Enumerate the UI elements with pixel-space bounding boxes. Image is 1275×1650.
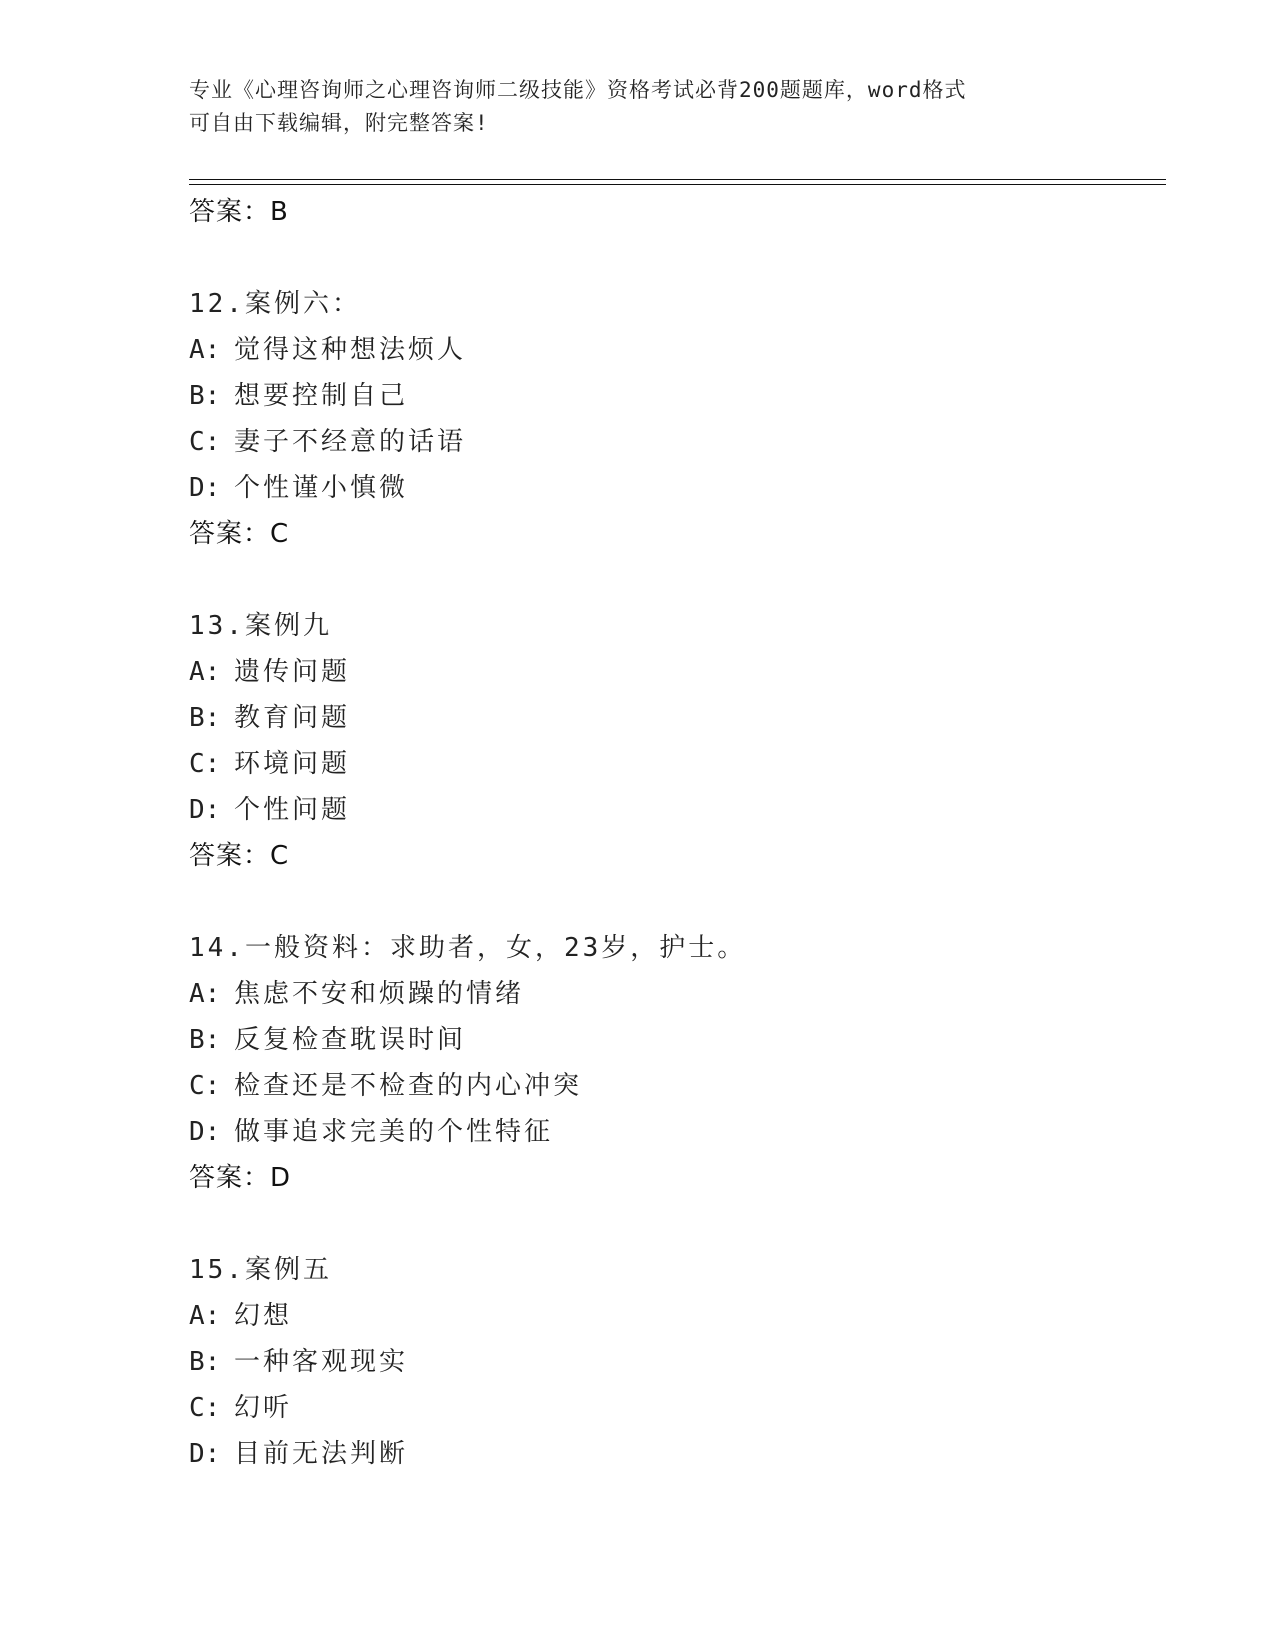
option-b — [189, 373, 1149, 419]
option-text: 目前无法判断 — [234, 1439, 409, 1469]
header-line-2: 可自由下载编辑，附完整答案! — [189, 111, 489, 135]
option-text: 想要控制自己 — [234, 381, 409, 411]
option-text: 检查还是不检查的内心冲突 — [234, 1071, 583, 1101]
option-letter: B: — [189, 381, 221, 411]
option-a — [189, 971, 1149, 1017]
question-14 — [189, 925, 1149, 1201]
option-a — [189, 649, 1149, 695]
option-text: 觉得这种想法烦人 — [234, 335, 467, 365]
question-15 — [189, 1247, 1149, 1477]
question-12 — [189, 281, 1149, 557]
question-answer: 答案：C — [189, 841, 290, 871]
option-letter: D: — [189, 473, 221, 503]
option-text: 妻子不经意的话语 — [234, 427, 467, 457]
option-c — [189, 1063, 1149, 1109]
question-title: 12.案例六： — [189, 289, 361, 319]
option-text: 遗传问题 — [234, 657, 351, 687]
question-answer: 答案：C — [189, 519, 290, 549]
previous-answer: 答案：B — [189, 197, 289, 227]
option-a — [189, 1293, 1149, 1339]
question-list — [189, 189, 1149, 1477]
option-text: 反复检查耽误时间 — [234, 1025, 467, 1055]
option-c — [189, 741, 1149, 787]
option-text: 个性谨小慎微 — [234, 473, 409, 503]
option-letter: D: — [189, 795, 221, 825]
question-title: 15.案例五 — [189, 1255, 332, 1285]
option-a — [189, 327, 1149, 373]
option-letter: D: — [189, 1117, 221, 1147]
option-letter: A: — [189, 1301, 221, 1331]
option-letter: C: — [189, 1393, 221, 1423]
option-d — [189, 1431, 1149, 1477]
option-text: 幻想 — [234, 1301, 293, 1331]
option-text: 做事追求完美的个性特征 — [234, 1117, 554, 1147]
option-text: 个性问题 — [234, 795, 351, 825]
question-answer: 答案：D — [189, 1163, 292, 1193]
option-d — [189, 787, 1149, 833]
question-title: 14.一般资料：求助者，女，23岁，护士。 — [189, 933, 747, 963]
option-letter: D: — [189, 1439, 221, 1469]
option-letter: C: — [189, 1071, 221, 1101]
header-line-1: 专业《心理咨询师之心理咨询师二级技能》资格考试必背200题题库，word格式 — [189, 78, 967, 102]
header-divider-bottom — [189, 184, 1166, 185]
option-letter: B: — [189, 1025, 221, 1055]
option-b — [189, 1017, 1149, 1063]
option-letter: A: — [189, 335, 221, 365]
option-text: 环境问题 — [234, 749, 351, 779]
option-b — [189, 1339, 1149, 1385]
option-text: 教育问题 — [234, 703, 351, 733]
option-b — [189, 695, 1149, 741]
header-divider-top — [189, 179, 1166, 180]
option-letter: C: — [189, 749, 221, 779]
option-d — [189, 1109, 1149, 1155]
question-13 — [189, 603, 1149, 879]
question-title: 13.案例九 — [189, 611, 332, 641]
option-text: 幻听 — [234, 1393, 293, 1423]
option-letter: B: — [189, 1347, 221, 1377]
option-letter: A: — [189, 979, 221, 1009]
option-c — [189, 1385, 1149, 1431]
document-header — [189, 74, 1089, 140]
option-letter: C: — [189, 427, 221, 457]
option-c — [189, 419, 1149, 465]
option-text: 焦虑不安和烦躁的情绪 — [234, 979, 525, 1009]
option-letter: A: — [189, 657, 221, 687]
option-letter: B: — [189, 703, 221, 733]
option-d — [189, 465, 1149, 511]
option-text: 一种客观现实 — [234, 1347, 409, 1377]
